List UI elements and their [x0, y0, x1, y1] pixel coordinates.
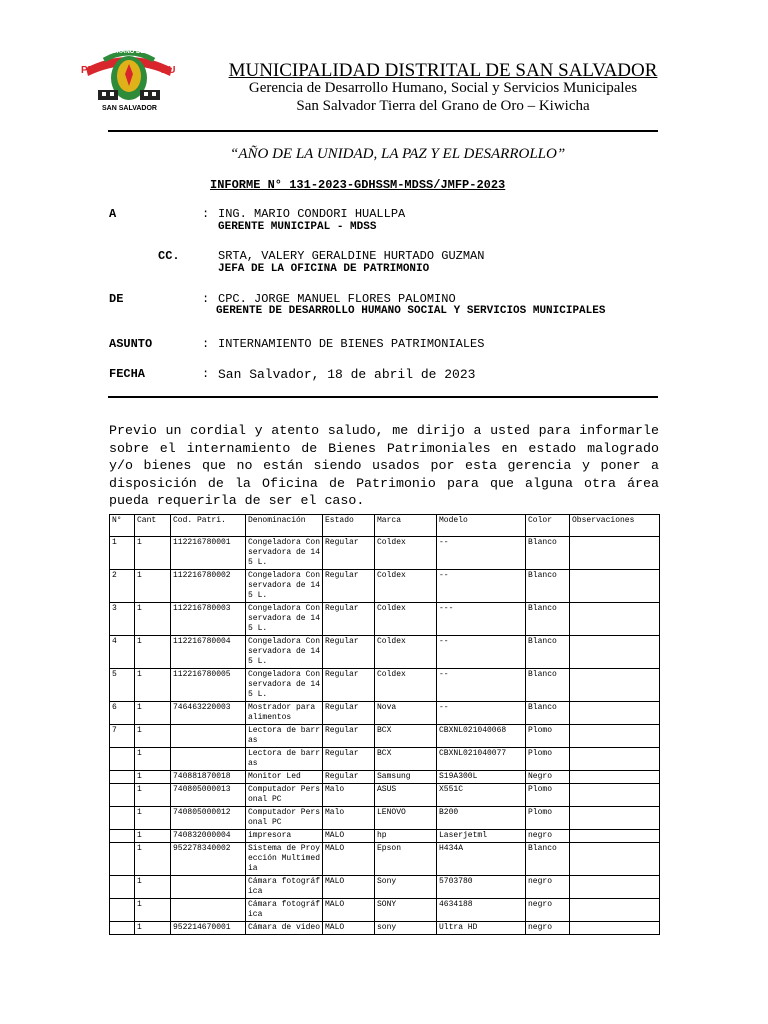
- table-cell: 112216780005: [171, 669, 246, 702]
- table-cell: 952278340002: [171, 843, 246, 876]
- from-name: CPC. JORGE MANUEL FLORES PALOMINO: [218, 292, 456, 306]
- slogan: San Salvador Tierra del Grano de Oro – Kiwicha: [296, 98, 590, 114]
- table-cell: B200: [437, 807, 526, 830]
- table-cell: MALO: [323, 922, 375, 935]
- table-cell: [570, 899, 660, 922]
- table-cell: Coldex: [375, 570, 437, 603]
- table-cell: 1: [135, 843, 171, 876]
- table-cell: 6: [110, 702, 135, 725]
- table-row: [110, 702, 660, 725]
- table-cell: SONY: [375, 899, 437, 922]
- date-colon: :: [202, 367, 210, 381]
- table-cell: Regular: [323, 725, 375, 748]
- table-cell: X551C: [437, 784, 526, 807]
- table-row: [110, 922, 660, 935]
- table-cell: Samsung: [375, 771, 437, 784]
- table-cell: Blanco: [526, 603, 570, 636]
- inventory-table: [109, 514, 660, 935]
- table-cell: 5703780: [437, 876, 526, 899]
- table-cell: impresora: [246, 830, 323, 843]
- date-text: San Salvador, 18 de abril de 2023: [218, 367, 476, 382]
- table-cell: Regular: [323, 702, 375, 725]
- table-cell: [171, 899, 246, 922]
- table-cell: Regular: [323, 771, 375, 784]
- table-cell: Sony: [375, 876, 437, 899]
- table-cell: --: [437, 636, 526, 669]
- table-cell: [570, 725, 660, 748]
- header-cell: Modelo: [437, 515, 526, 537]
- table-cell: S19A300L: [437, 771, 526, 784]
- table-cell: Plomo: [526, 784, 570, 807]
- table-cell: 2: [110, 570, 135, 603]
- table-cell: 4: [110, 636, 135, 669]
- svg-text:PE: PE: [81, 65, 95, 76]
- table-cell: Blanco: [526, 843, 570, 876]
- table-cell: [570, 876, 660, 899]
- table-cell: 1: [135, 702, 171, 725]
- year-motto: “AÑO DE LA UNIDAD, LA PAZ Y EL DESARROLLO”: [230, 146, 566, 162]
- table-cell: Negro: [526, 771, 570, 784]
- to-colon: :: [202, 207, 210, 221]
- table-cell: 1: [135, 922, 171, 935]
- table-cell: LENOVO: [375, 807, 437, 830]
- table-cell: Plomo: [526, 725, 570, 748]
- table-cell: 1: [135, 669, 171, 702]
- table-cell: 1: [135, 603, 171, 636]
- table-cell: Cámara fotográfica: [246, 899, 323, 922]
- table-cell: 3: [110, 603, 135, 636]
- table-row: [110, 748, 660, 771]
- to-title: GERENTE MUNICIPAL - MDSS: [218, 221, 377, 233]
- table-cell: MALO: [323, 843, 375, 876]
- table-cell: Congeladora Conservadora de 145 L.: [246, 603, 323, 636]
- table-cell: CBXNL021040077: [437, 748, 526, 771]
- table-cell: 112216780004: [171, 636, 246, 669]
- table-cell: Regular: [323, 603, 375, 636]
- table-row: [110, 771, 660, 784]
- table-cell: Computador Personal PC: [246, 807, 323, 830]
- table-row: [110, 603, 660, 636]
- date-label: FECHA: [109, 367, 146, 381]
- table-cell: 740805000012: [171, 807, 246, 830]
- table-cell: ASUS: [375, 784, 437, 807]
- to-label: A: [109, 207, 117, 221]
- subject-label: ASUNTO: [109, 337, 153, 351]
- table-cell: Blanco: [526, 702, 570, 725]
- table-cell: 1: [135, 784, 171, 807]
- table-cell: 1: [135, 771, 171, 784]
- table-row: [110, 830, 660, 843]
- table-row: [110, 876, 660, 899]
- table-cell: negro: [526, 876, 570, 899]
- table-cell: Blanco: [526, 570, 570, 603]
- table-cell: [110, 899, 135, 922]
- header-cell: N°: [110, 515, 135, 537]
- table-row: [110, 570, 660, 603]
- table-cell: negro: [526, 899, 570, 922]
- table-cell: [570, 748, 660, 771]
- table-cell: Plomo: [526, 748, 570, 771]
- cc-name: SRTA, VALERY GERALDINE HURTADO GUZMAN: [218, 249, 485, 263]
- subject-colon: :: [202, 337, 210, 351]
- table-cell: [110, 830, 135, 843]
- table-cell: MALO: [323, 830, 375, 843]
- table-cell: BCX: [375, 748, 437, 771]
- table-cell: [570, 830, 660, 843]
- table-cell: Congeladora Conservadora de 145 L.: [246, 570, 323, 603]
- table-cell: 740881870018: [171, 771, 246, 784]
- table-cell: --: [437, 570, 526, 603]
- table-cell: Regular: [323, 748, 375, 771]
- header-cell: Observaciones: [570, 515, 660, 537]
- table-cell: 1: [110, 537, 135, 570]
- table-cell: Blanco: [526, 537, 570, 570]
- table-cell: Malo: [323, 784, 375, 807]
- table-cell: [110, 876, 135, 899]
- table-cell: sony: [375, 922, 437, 935]
- table-cell: 952214670001: [171, 922, 246, 935]
- header-cell: Marca: [375, 515, 437, 537]
- header-divider: [108, 130, 658, 132]
- to-name: ING. MARIO CONDORI HUALLPA: [218, 207, 406, 221]
- table-row: [110, 899, 660, 922]
- table-cell: --: [437, 669, 526, 702]
- table-cell: CBXNL021040068: [437, 725, 526, 748]
- cc-label: CC.: [158, 249, 180, 263]
- table-cell: [570, 843, 660, 876]
- table-cell: 1: [135, 570, 171, 603]
- table-cell: 7: [110, 725, 135, 748]
- table-row: [110, 807, 660, 830]
- table-cell: [570, 702, 660, 725]
- table-cell: 746463220003: [171, 702, 246, 725]
- table-cell: [570, 603, 660, 636]
- subject-text: INTERNAMIENTO DE BIENES PATRIMONIALES: [218, 337, 485, 351]
- table-cell: [570, 537, 660, 570]
- table-cell: 740805000013: [171, 784, 246, 807]
- table-cell: 112216780003: [171, 603, 246, 636]
- header-cell: Cant: [135, 515, 171, 537]
- table-cell: Ultra HD: [437, 922, 526, 935]
- municipality-title: MUNICIPALIDAD DISTRITAL DE SAN SALVADOR: [228, 60, 658, 81]
- table-cell: ---: [437, 603, 526, 636]
- header-cell: Estado: [323, 515, 375, 537]
- table-cell: Congeladora Conservadora de 145 L.: [246, 669, 323, 702]
- body-paragraph: Previo un cordial y atento saludo, me dirijo a usted para informarle sobre el internamiento de Bienes Patrimoniales en estado malogrado y/o bienes que no están siendo usados por esta gerencia y poner a disposición de la Oficina de Patrimonio para que alguna otra área pueda requerirla de ser el caso.: [109, 423, 659, 508]
- table-row: [110, 843, 660, 876]
- table-cell: [570, 570, 660, 603]
- table-cell: 112216780001: [171, 537, 246, 570]
- svg-text:RU: RU: [161, 65, 176, 76]
- department-name: Gerencia de Desarrollo Humano, Social y Servicios Municipales: [248, 80, 638, 96]
- table-cell: Regular: [323, 570, 375, 603]
- table-cell: Regular: [323, 669, 375, 702]
- table-cell: [570, 807, 660, 830]
- table-cell: 5: [110, 669, 135, 702]
- table-cell: 1: [135, 830, 171, 843]
- memo-divider: [108, 396, 658, 398]
- table-row: [110, 725, 660, 748]
- report-number: INFORME N° 131-2023-GDHSSM-MDSS/JMFP-2023: [210, 178, 506, 192]
- table-cell: 1: [135, 725, 171, 748]
- table-cell: Congeladora Conservadora de 145 L.: [246, 636, 323, 669]
- table-cell: Cámara fotográfica: [246, 876, 323, 899]
- table-row: [110, 669, 660, 702]
- header-cell: Denominación: [246, 515, 323, 537]
- svg-text:SAN SALVADOR: SAN SALVADOR: [102, 105, 157, 112]
- table-cell: Mostrador para alimentos: [246, 702, 323, 725]
- table-cell: 1: [135, 636, 171, 669]
- table-cell: Monitor Led: [246, 771, 323, 784]
- table-cell: Computador Personal PC: [246, 784, 323, 807]
- table-cell: 1: [135, 748, 171, 771]
- table-cell: Coldex: [375, 537, 437, 570]
- table-cell: Epson: [375, 843, 437, 876]
- table-cell: Nova: [375, 702, 437, 725]
- table-cell: [570, 771, 660, 784]
- table-cell: Laserjetml: [437, 830, 526, 843]
- table-cell: BCX: [375, 725, 437, 748]
- svg-text:GRANO DE ORO: GRANO DE ORO: [112, 49, 160, 55]
- table-cell: negro: [526, 830, 570, 843]
- table-cell: negro: [526, 922, 570, 935]
- table-cell: MALO: [323, 876, 375, 899]
- table-cell: Lectora de barras: [246, 748, 323, 771]
- table-row: [110, 784, 660, 807]
- table-cell: 4634188: [437, 899, 526, 922]
- table-cell: 1: [135, 807, 171, 830]
- table-cell: Sistema de Proyección Multimedia: [246, 843, 323, 876]
- header-cell: Color: [526, 515, 570, 537]
- from-label: DE: [109, 292, 124, 306]
- table-cell: [110, 807, 135, 830]
- table-cell: Coldex: [375, 669, 437, 702]
- table-cell: 1: [135, 899, 171, 922]
- table-cell: Malo: [323, 807, 375, 830]
- cc-title: JEFA DE LA OFICINA DE PATRIMONIO: [218, 263, 430, 275]
- table-cell: [570, 636, 660, 669]
- from-title: GERENTE DE DESARROLLO HUMANO SOCIAL Y SERVICIOS MUNICIPALES: [216, 305, 606, 317]
- header-cell: Cod. Patri.: [171, 515, 246, 537]
- table-row: [110, 537, 660, 570]
- table-cell: Cámara de video: [246, 922, 323, 935]
- table-cell: [110, 843, 135, 876]
- table-row: [110, 636, 660, 669]
- table-cell: Blanco: [526, 636, 570, 669]
- table-cell: H434A: [437, 843, 526, 876]
- table-cell: --: [437, 702, 526, 725]
- table-cell: [171, 748, 246, 771]
- table-cell: hp: [375, 830, 437, 843]
- table-cell: Plomo: [526, 807, 570, 830]
- table-cell: 740832000004: [171, 830, 246, 843]
- table-cell: MALO: [323, 899, 375, 922]
- table-cell: Regular: [323, 537, 375, 570]
- table-cell: [110, 922, 135, 935]
- table-cell: Coldex: [375, 636, 437, 669]
- table-cell: [570, 784, 660, 807]
- table-cell: Coldex: [375, 603, 437, 636]
- table-cell: 112216780002: [171, 570, 246, 603]
- table-cell: [171, 725, 246, 748]
- table-cell: [110, 748, 135, 771]
- table-cell: 1: [135, 537, 171, 570]
- table-cell: Congeladora Conservadora de 145 L.: [246, 537, 323, 570]
- table-header-row: [110, 515, 660, 537]
- table-cell: --: [437, 537, 526, 570]
- table-cell: Regular: [323, 636, 375, 669]
- table-cell: [110, 771, 135, 784]
- table-cell: [171, 876, 246, 899]
- table-cell: 1: [135, 876, 171, 899]
- table-cell: [110, 784, 135, 807]
- table-cell: Lectora de barras: [246, 725, 323, 748]
- table-cell: Blanco: [526, 669, 570, 702]
- table-cell: [570, 669, 660, 702]
- table-cell: [570, 922, 660, 935]
- from-colon: :: [202, 292, 210, 306]
